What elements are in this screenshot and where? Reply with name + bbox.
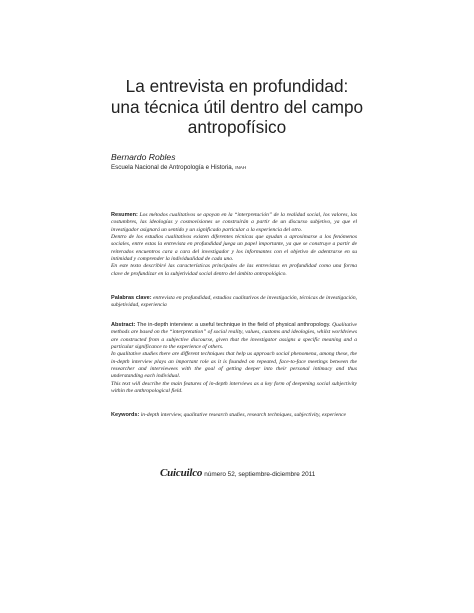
abstract-paragraph-2: In qualitative studies there are different techniques that help us approach social phenomena, among these, the in-depth interview plays an important role as it is founded on repeated, face-to-face meetings between the researcher and interviewees with the goal of getting deeper into their personal intimacy and thus understanding each individual. xyxy=(111,351,357,380)
resumen-paragraph-2: Dentro de los estudios cualitativos existen diferentes técnicas que ayudan a aproximarse a los fenómenos sociales, entre estas la entrevista en profundidad juega un papel importante, ya que se construye a partir de reiterados encuentros cara a cara del investigador y los informantes con el objetivo de adentrarse en su intimidad y comprender la individualidad de cada uno. xyxy=(111,234,357,263)
resumen-paragraph-1 xyxy=(111,212,357,234)
resumen-label: Resumen: xyxy=(111,212,138,218)
affiliation-abbr: INAH xyxy=(235,165,247,170)
resumen-section xyxy=(111,212,357,278)
title-line-3: antropofísico xyxy=(187,117,287,137)
title-line-1: La entrevista en profundidad: xyxy=(125,76,349,96)
author-name: Bernardo Robles xyxy=(111,152,176,162)
palabras-clave-paragraph xyxy=(111,295,357,310)
journal-logo: Cuicuilco xyxy=(160,467,203,479)
abstract-label: Abstract: xyxy=(111,322,136,328)
resumen-p1-text: Los métodos cualitativos se apoyan en la “interpretación” de la realidad social, los valores, las costumbres, las ideologías y cosmovisiones se construirán a partir de un discurso subjetivo, ya que el investigador asignará un sentido y un significado particular a la experiencia del otro. xyxy=(111,212,358,233)
page-footer xyxy=(160,467,315,479)
keywords-paragraph xyxy=(111,412,357,419)
title-line-2: una técnica útil dentro del campo xyxy=(110,96,364,117)
abstract-p1-text: Qualitative methods are based on the “interpretation” of social reality, values, customs and ideologies, whilst worldviews are constructed from a subjective discourse, given that the investigator assigns a specific meaning and a particular significance to the experience of others. xyxy=(111,322,358,351)
abstract-paragraph-3: This text will describe the main features of in-depth interviews as a key form of deepening social subjectivity within the anthropological field. xyxy=(111,380,357,395)
article-title xyxy=(40,76,434,138)
palabras-clave-label: Palabras clave: xyxy=(111,295,152,301)
keywords-label: Keywords: xyxy=(111,412,140,418)
author-affiliation xyxy=(111,164,246,171)
keywords-section xyxy=(111,412,357,419)
resumen-paragraph-3: En este texto describiré las características principales de las entrevistas en profundidad como una forma clave de profundizar en la subjetividad social dentro del ámbito antropológico. xyxy=(111,263,357,277)
abstract-section xyxy=(111,322,357,395)
affiliation-text: Escuela Nacional de Antropología e Historia, xyxy=(111,164,234,171)
keywords-text: in-depth interview, qualitative research studies, research techniques, subjectivity, experience xyxy=(140,412,346,418)
abstract-english-title: The in-depth interview: a useful technique in the field of physical anthropology. xyxy=(136,322,331,328)
issue-info: número 52, septiembre-diciembre 2011 xyxy=(204,471,316,478)
palabras-clave-section xyxy=(111,295,357,310)
palabras-clave-text: entrevista en profundidad, estudios cualitativos de investigación, técnicas de investigación, subjetividad, experiencia xyxy=(111,295,357,309)
abstract-paragraph-1 xyxy=(111,322,357,351)
